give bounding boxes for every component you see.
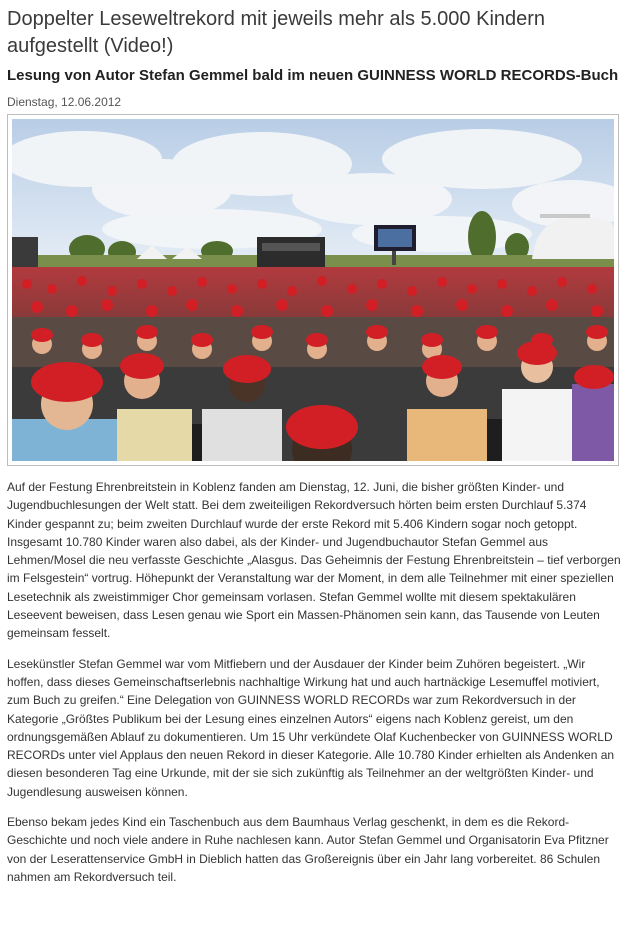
publish-date: Dienstag, 12.06.2012 [7, 95, 122, 109]
crowd-far [12, 267, 614, 317]
article-paragraph-2: Lesekünstler Stefan Gemmel war vom Mitfiebern und der Ausdauer der Kinder beim Zuhören begeistert. „Wir hoffen, dass dieses Gemeinschaftserlebnis nachhaltige Wirkung hat und auch hartnäckige Lesemuffel motiviert, zum Buch zu greifen.“ Eine Delegation von GUINNESS WORLD RECORDs war zum Rekordversuch in der Kategorie „Größtes Publikum bei der Lesung eines einzelnen Autors“ eigens nach Koblenz gereist, um den ordnungsgemäßen Ablauf zu dokumentieren. Um 15 Uhr verkündete Olaf Kuchenbecker von GUINNESS WORLD RECORDs unter viel Applaus den neuen Rekord in dieser Kategorie. Alle 10.780 Kinder erhielten als Andenken an diesen besonderen Tag eine Urkunde, mit der sie sich zukünftig als Teilnehmer an der weltgrößten Kinder- und Jugendlesung ausweisen können. [7, 656, 615, 799]
light-tower [12, 237, 38, 267]
article-subtitle: Lesung von Autor Stefan Gemmel bald im neuen GUINNESS WORLD RECORDS-Buch [7, 67, 619, 84]
article-title: Doppelter Leseweltrekord mit jeweils mehr als 5.000 Kindern aufgestellt (Video!) [7, 8, 546, 57]
article-paragraph-3: Ebenso bekam jedes Kind ein Taschenbuch aus dem Baumhaus Verlag geschenkt, in dem es die Rekord-Geschichte und noch viele andere in Ruhe nachlesen kann. Autor Stefan Gemmel und Organisatorin Eva Pfitzner von der Leserattenservice GmbH in Dieblich hatten das Großereignis über ein Jahr lang vorbereitet. 86 Schulen nahmen am Rekordversuch teil. [7, 815, 609, 884]
stage [257, 237, 325, 267]
article-photo [7, 114, 619, 466]
crowd-photo-illustration [12, 119, 614, 461]
article-paragraph-1: Auf der Festung Ehrenbreitstein in Koblenz fanden am Dienstag, 12. Juni, die bisher größten Kinder- und Jugendbuchlesungen der Welt statt. Bei dem zweiteiligen Rekordversuch hörten beim ersten Durchlauf 5.374 Kinder gespannt zu; beim zweiten Durchlauf wurde der erste Rekord mit 5.406 Kindern sogar noch getoppt. Insgesamt 10.780 Kinder waren also dabei, als der Kinder- und Jugendbuchautor Stefan Gemmel aus Lehmen/Mosel die neu verfasste Geschichte „Alasgus. Das Geheimnis der Festung Ehrenbreitstein – tief verborgen im Felsgestein“ vortrug. Höhepunkt der Veranstaltung war der Moment, in dem alle Teilnehmer mit einer speziellen Lesetechnik als zweistimmiger Chor gemeinsam vorlasen. Stefan Gemmel wollte mit diesem spektakulären Leseevent beweisen, dass Lesen genau wie Sport ein Massen-Phänomen sein kann, das Tausende von Leuten gemeinsam fesselt. [7, 480, 621, 641]
